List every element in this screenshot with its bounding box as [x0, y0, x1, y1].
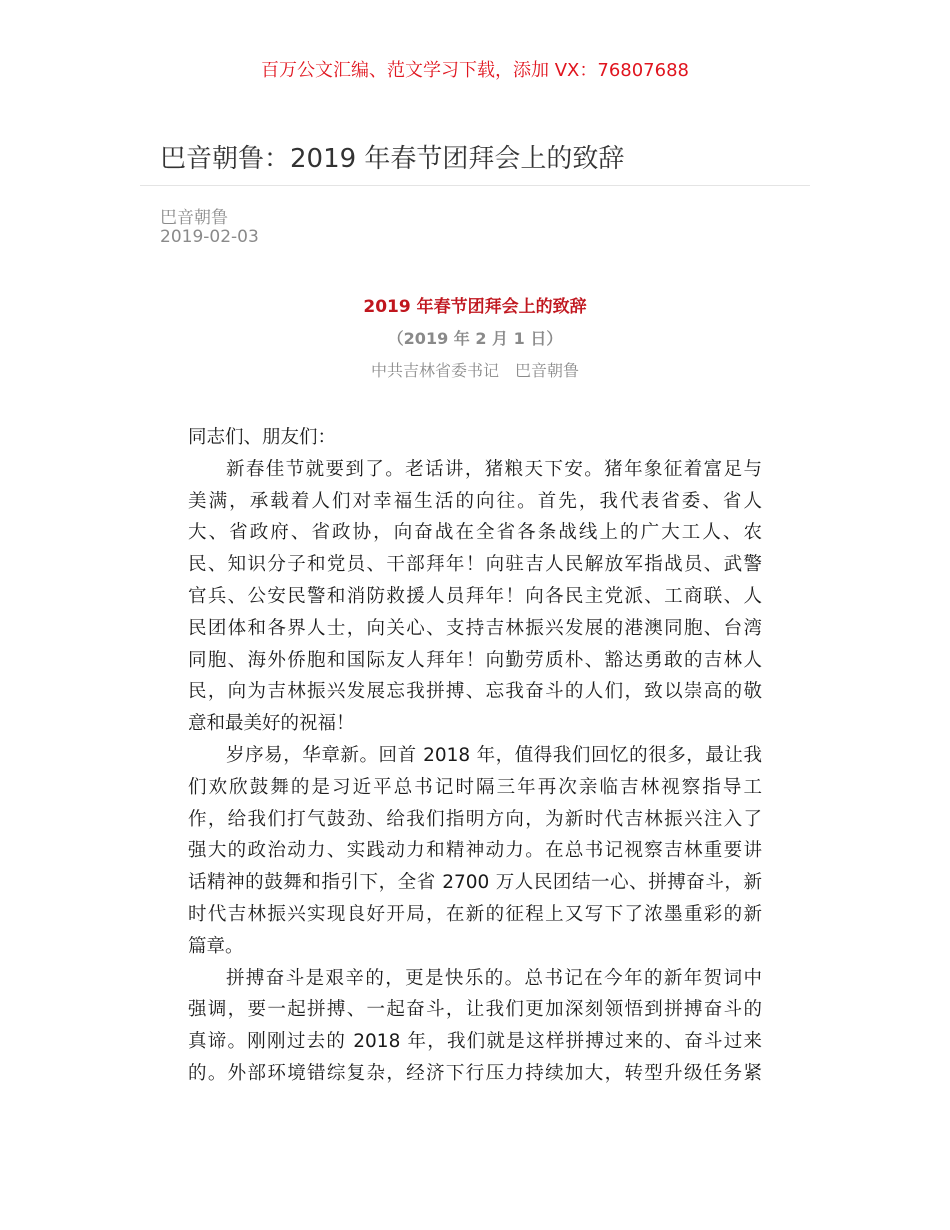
body-text-line: 同志们、朋友们： — [188, 427, 337, 448]
body-text-line: 时代吉林振兴实现良好开局，在新的征程上又写下了浓墨重彩的新 — [188, 903, 762, 925]
body-text-line: 民，向为吉林振兴发展忘我拼搏、忘我奋斗的人们，致以崇高的敬 — [188, 681, 762, 703]
body-text-line: 强调，要一起拼搏、一起奋斗，让我们更加深刻领悟到拼搏奋斗的 — [188, 999, 762, 1021]
body-text-line: 作，给我们打气鼓劲、给我们指明方向，为新时代吉林振兴注入了 — [188, 808, 762, 830]
body-text-line: 大、省政府、省政协，向奋战在全省各条战线上的广大工人、农 — [188, 522, 762, 544]
body-text-line: 们欢欣鼓舞的是习近平总书记时隔三年再次亲临吉林视察指导工 — [188, 776, 762, 798]
body-text-line: 同胞、海外侨胞和国际友人拜年！向勤劳质朴、豁达勇敢的吉林人 — [188, 649, 762, 671]
speech-date: （2019 年 2 月 1 日） — [387, 329, 563, 348]
speech-title: 2019 年春节团拜会上的致辞 — [363, 297, 587, 317]
promo-banner: 百万公文汇编、范文学习下载，添加 VX：76807688 — [261, 60, 689, 81]
body-text-line: 篇章。 — [188, 935, 244, 957]
speech-byline: 中共吉林省委书记 巴音朝鲁 — [370, 361, 579, 380]
body-text-line: 拼搏奋斗是艰辛的，更是快乐的。总书记在今年的新年贺词中 — [226, 967, 762, 989]
body-text-line: 民团体和各界人士，向关心、支持吉林振兴发展的港澳同胞、台湾 — [188, 617, 762, 639]
body-text-line: 官兵、公安民警和消防救援人员拜年！向各民主党派、工商联、人 — [188, 585, 762, 607]
body-text-line: 意和最美好的祝福！ — [188, 713, 355, 735]
author-name: 巴音朝鲁 — [160, 208, 228, 228]
title-divider — [140, 185, 810, 186]
body-text-line: 真谛。刚刚过去的 2018 年，我们就是这样拼搏过来的、奋斗过来 — [188, 1031, 762, 1053]
body-text-line: 民、知识分子和党员、干部拜年！向驻吉人民解放军指战员、武警 — [188, 554, 762, 576]
article-body — [188, 422, 762, 1090]
body-text-line: 新春佳节就要到了。老话讲，猪粮天下安。猪年象征着富足与 — [226, 458, 762, 480]
page-title: 巴音朝鲁：2019 年春节团拜会上的致辞 — [160, 144, 625, 174]
publish-date: 2019-02-03 — [160, 227, 259, 247]
body-text-line: 的。外部环境错综复杂，经济下行压力持续加大，转型升级任务紧 — [188, 1062, 762, 1084]
body-text-line: 岁序易，华章新。回首 2018 年，值得我们回忆的很多，最让我 — [226, 744, 762, 766]
body-text-line: 话精神的鼓舞和指引下，全省 2700 万人民团结一心、拼搏奋斗，新 — [188, 872, 762, 894]
body-text-line: 强大的政治动力、实践动力和精神动力。在总书记视察吉林重要讲 — [188, 840, 762, 862]
body-text-line: 美满，承载着人们对幸福生活的向往。首先，我代表省委、省人 — [188, 490, 762, 512]
